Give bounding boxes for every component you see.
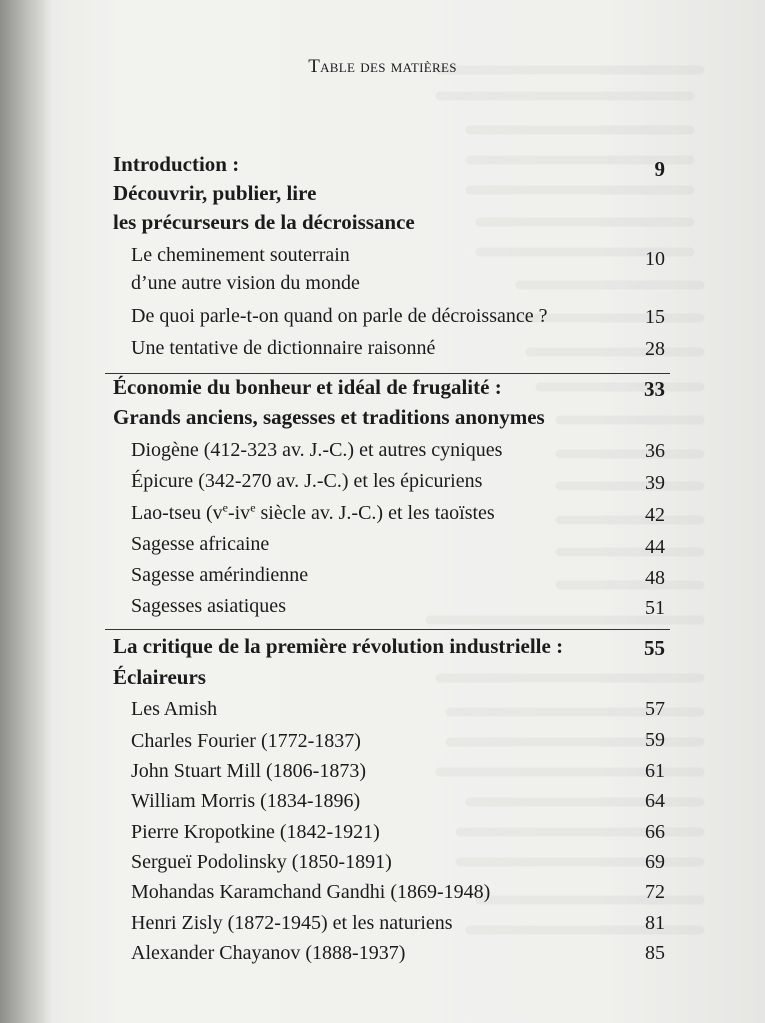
toc-entry-3-3-page: 61: [645, 760, 665, 782]
toc-entry-2-3-part-3: siècle av. J.-C.) et les taoïstes: [255, 502, 495, 524]
toc-entry-3-2-page: 59: [645, 729, 665, 751]
toc-entry-3-6: Sergueï Podolinsky (1850-1891): [131, 851, 392, 873]
toc-entry-1-2-page: 15: [645, 306, 665, 328]
toc-entry-3-8: Henri Zisly (1872-1945) et les naturiens: [131, 912, 453, 934]
toc-entry-3-7: Mohandas Karamchand Gandhi (1869-1948): [131, 881, 491, 903]
page-title: Table des matières: [308, 56, 457, 77]
toc-entry-1-1-line-1: Le cheminement souterrain: [131, 244, 350, 266]
toc-entry-2-5: Sagesse amérindienne: [131, 564, 309, 586]
toc-entry-1-2: De quoi parle-t-on quand on parle de décroissance ?: [131, 305, 548, 327]
toc-entry-3-9-page: 85: [645, 942, 665, 964]
toc-entry-3-5: Pierre Kropotkine (1842-1921): [131, 821, 380, 843]
toc-entry-3-9: Alexander Chayanov (1888-1937): [131, 942, 406, 964]
toc-entry-3-6-page: 69: [645, 851, 665, 873]
toc-entry-3-5-page: 66: [645, 821, 665, 843]
section-3-page: 55: [644, 636, 665, 660]
book-gutter-shadow: [0, 0, 52, 1023]
section-2-page: 33: [644, 377, 665, 401]
toc-entry-2-3-sup-2: e: [250, 500, 256, 515]
toc-entry-2-6: Sagesses asiatiques: [131, 595, 286, 617]
section-2-title-line-1: Économie du bonheur et idéal de frugalité :: [113, 375, 502, 399]
toc-entry-2-3-part-1: Lao-tseu (v: [131, 502, 223, 524]
toc-entry-1-1-page: 10: [645, 248, 665, 270]
toc-entry-1-1-line-2: d’une autre vision du monde: [131, 272, 360, 294]
section-3-title-line-1: La critique de la première révolution industrielle :: [113, 634, 564, 658]
toc-entry-2-1-page: 36: [645, 440, 665, 462]
toc-entry-2-4: Sagesse africaine: [131, 533, 270, 555]
toc-entry-2-3-sup-1: e: [222, 500, 228, 515]
toc-entry-3-4-page: 64: [645, 790, 665, 812]
toc-entry-2-4-page: 44: [645, 536, 665, 558]
toc-entry-3-8-page: 81: [645, 912, 665, 934]
section-divider-1: [105, 373, 670, 374]
toc-entry-1-3-page: 28: [645, 338, 665, 360]
section-2-title-line-2: Grands anciens, sagesses et traditions anonymes: [113, 405, 545, 429]
toc-entry-2-1: Diogène (412-323 av. J.-C.) et autres cyniques: [131, 439, 503, 461]
toc-entry-2-2: Épicure (342-270 av. J.-C.) et les épicuriens: [131, 470, 483, 492]
toc-entry-3-2: Charles Fourier (1772-1837): [131, 730, 361, 752]
toc-entry-2-3: [131, 502, 495, 525]
toc-entry-2-3-page: 42: [645, 504, 665, 526]
section-divider-2: [105, 629, 670, 630]
section-1-page: 9: [654, 157, 665, 181]
toc-entry-3-1: Les Amish: [131, 698, 218, 720]
section-1-title-line-3: les précurseurs de la décroissance: [113, 210, 415, 234]
toc-entry-3-1-page: 57: [645, 698, 665, 720]
toc-entry-2-2-page: 39: [645, 472, 665, 494]
toc-entry-2-5-page: 48: [645, 567, 665, 589]
section-1-title-line-2: Découvrir, publier, lire: [113, 181, 317, 205]
section-3-title-line-2: Éclaireurs: [113, 665, 206, 689]
section-1-title-line-1: Introduction :: [113, 152, 240, 176]
toc-entry-3-7-page: 72: [645, 881, 665, 903]
toc-entry-2-3-part-2: -iv: [227, 502, 251, 524]
toc-entry-3-3: John Stuart Mill (1806-1873): [131, 760, 366, 782]
toc-entry-1-3: Une tentative de dictionnaire raisonné: [131, 337, 436, 359]
toc-entry-2-6-page: 51: [645, 597, 665, 619]
toc-entry-3-4: William Morris (1834-1896): [131, 790, 361, 812]
